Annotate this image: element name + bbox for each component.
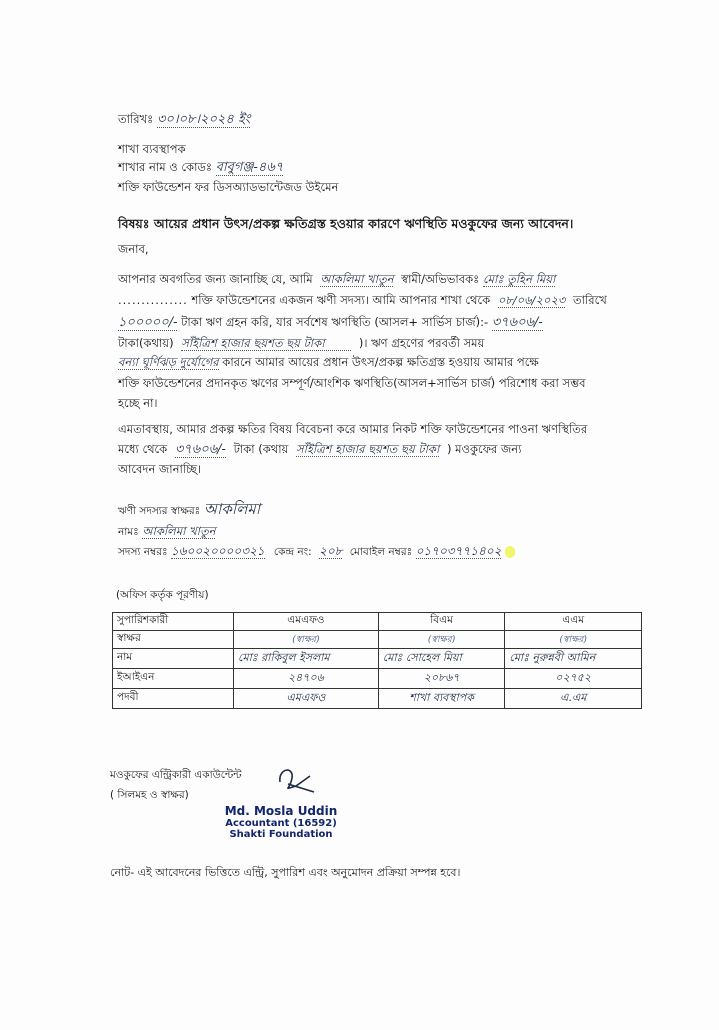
- para1-line4: [118, 336, 484, 351]
- table-cell: শাখা ব্যবস্থাপক: [378, 689, 505, 709]
- table-cell: মোঃ নুরুন্নবী আমিন: [505, 649, 642, 669]
- para1-text: স্বামী/অভিভাবকঃ: [401, 272, 480, 286]
- table-cell: মোঃ সোহেল মিয়া: [378, 649, 505, 669]
- addressee-title: শাখা ব্যবস্থাপক: [118, 142, 186, 156]
- signature-cell: (স্বাক্ষর): [234, 631, 379, 649]
- loan-date-value: ০৮/০৬/২০২৩: [497, 293, 566, 307]
- para1-text: আপনার অবগতির জন্য জানাচ্ছি যে, আমি: [118, 272, 313, 286]
- para2-text: টাকা (কথায়: [233, 442, 289, 456]
- para1-text: শক্তি ফাউন্ডেশনের একজন ঋণী সদস্য। আমি আপনার শাখা থেকে: [191, 293, 491, 307]
- table-cell: ০২৭৫২: [505, 669, 642, 689]
- para1-line2: [118, 293, 607, 308]
- member-signature: আকলিমা: [203, 500, 261, 518]
- table-header-row: [113, 613, 642, 631]
- para1-text: টাকা(কথায়): [118, 336, 174, 350]
- stamp-name: Md. Mosla Uddin: [224, 804, 338, 818]
- mobile-label: মোবাইল নম্বরঃ: [349, 546, 413, 558]
- table-cell: ২৪৭০৬: [234, 669, 379, 689]
- para1-line1: [118, 272, 555, 287]
- para1-line6: শক্তি ফাউন্ডেশনের প্রদানকৃত ঋণের সম্পূর্ণ/আংশিক ঋণস্থিতি(আসল+সার্ভিস চার্জ) পরিশোধ করা সম্ভব: [118, 376, 586, 390]
- branch-value: বাবুগঞ্জ-৪৬৭: [215, 160, 284, 175]
- branch-label: শাখার নাম ও কোডঃ: [118, 160, 213, 174]
- row-label: স্বাক্ষর: [113, 631, 234, 649]
- para1-line5: [118, 355, 539, 370]
- member-no-value: ১৬০০২০০০০৩২১: [170, 544, 265, 558]
- recommendation-table: [112, 612, 642, 709]
- table-row: [113, 689, 642, 709]
- name-value: আকলিমা খাতুন: [142, 524, 216, 538]
- loan-amount-value: ১০০০০০/-: [118, 315, 178, 330]
- table-cell: এ.এম: [505, 689, 642, 709]
- para1-text: কারনে আমার আয়ের প্রধান উৎস/প্রকল্প ক্ষতিগ্রস্ত হওয়ায় আমার পক্ষে: [222, 355, 539, 369]
- table-row: [113, 649, 642, 669]
- table-cell: ২০৮৬৭: [378, 669, 505, 689]
- table-row: [113, 669, 642, 689]
- salutation: জনাব,: [118, 242, 149, 256]
- para2-line2: [118, 442, 522, 458]
- accountant-label: মওকুফের এন্ট্রিকারী একাউন্টেন্ট: [110, 769, 242, 781]
- table-header-cell: সুপারিশকারী: [113, 613, 234, 631]
- para1-text: )। ঋণ গ্রহণের পরবর্তী সময়: [358, 336, 485, 350]
- table-cell: মোঃ রাকিবুল ইসলাম: [234, 649, 379, 669]
- stamp-org: Shakti Foundation: [229, 829, 333, 840]
- waiver-amount-value: ৩৭৬০৬/-: [174, 442, 226, 457]
- table-header-cell: বিএম: [378, 613, 505, 631]
- para2-text: মধ্যে থেকে: [118, 442, 168, 456]
- branch-line: [118, 160, 283, 176]
- table-header-cell: এএম: [505, 613, 642, 631]
- outstanding-value: ৩৭৬০৬/-: [491, 315, 543, 330]
- date-label: তারিখঃ: [118, 112, 154, 126]
- outstanding-words-value: সাঁইত্রিশ হাজার ছয়শত ছয় টাকা: [181, 336, 351, 351]
- para1-line3: [118, 315, 543, 331]
- date-line: [118, 112, 250, 128]
- para2-line3: আবেদন জানাচ্ছি।: [118, 462, 202, 476]
- member-no-label: সদস্য নম্বরঃ: [118, 546, 168, 558]
- accountant-seal-label: ( সিলমহ ও স্বাক্ষর): [110, 789, 189, 801]
- member-sig-line: [118, 502, 260, 518]
- table-row: [113, 631, 642, 649]
- center-value: ২০৮: [319, 544, 343, 558]
- subject-line: [118, 216, 573, 236]
- signature-cell: (স্বাক্ষর): [378, 631, 505, 649]
- para1-text: তারিখে: [573, 293, 607, 307]
- mobile-value: ০১৭০৩৭৭১৪০২: [415, 544, 502, 558]
- subject-text: আয়ের প্রধান উৎস/প্রকল্প ক্ষতিগ্রস্ত হওয়ার কারণে ঋণস্থিতি মওকুফের জন্য আবেদন।: [153, 216, 574, 231]
- accountant-signature: [270, 762, 330, 798]
- table-header-cell: এমএফও: [234, 613, 379, 631]
- reason-value: বন্যা ঘূর্ণিঝড় দুর্যোগের: [118, 355, 219, 369]
- highlighter-mark: [505, 546, 515, 558]
- member-name-line: [118, 524, 215, 539]
- member-sig-label: ঋণী সদস্যর স্বাক্ষরঃ: [118, 505, 201, 517]
- para2-text: ) মওকুফের জন্য: [446, 442, 522, 456]
- row-label: ইআইএন: [113, 669, 234, 689]
- guardian-name-value: মোঃ তুহিন মিয়া: [482, 272, 556, 286]
- date-value: ৩০।০৮।২০২৪ ইং: [156, 112, 251, 127]
- center-label: কেন্দ্র নং:: [273, 546, 312, 558]
- para2-line1: এমতাবস্থায়, আমার প্রকল্প ক্ষতির বিষয় বিবেচনা করে আমার নিকট শক্তি ফাউন্ডেশনের পাওনা ঋণস্থিতির: [118, 422, 588, 436]
- row-label: পদবী: [113, 689, 234, 709]
- waiver-amount-words-value: সাঁইত্রিশ হাজার ছয়শত ছয় টাকা: [295, 442, 440, 456]
- row-label: নাম: [113, 649, 234, 669]
- subject-label: বিষয়ঃ: [118, 216, 150, 231]
- stamp-title: Accountant (16592): [225, 818, 337, 829]
- table-cell: এমএফও: [234, 689, 379, 709]
- signature-cell: (স্বাক্ষর): [505, 631, 642, 649]
- org-name: শক্তি ফাউন্ডেশন ফর ডিসঅ্যাডভান্টেজড উইমেন: [118, 180, 339, 194]
- dots: ...............: [118, 293, 188, 307]
- member-name-value: আকলিমা খাতুন: [320, 272, 394, 286]
- footer-note: নোট- এই আবেদনের ভিত্তিতে এন্ট্রি, সুপারিশ এবং অনুমোদন প্রক্রিয়া সম্পন্ন হবে।: [110, 866, 461, 879]
- member-details-line: [118, 544, 515, 559]
- office-section-label: (অফিস কর্তৃক পূরণীয়): [116, 589, 209, 601]
- para1-line7: হচ্ছে না।: [118, 396, 158, 410]
- para1-text: টাকা ঋণ গ্রহন করি, যার সর্বশেষ ঋণস্থিতি (আসল+ সার্ভিস চার্জ):-: [181, 315, 489, 329]
- name-label: নামঃ: [118, 526, 139, 538]
- accountant-stamp: [216, 804, 346, 840]
